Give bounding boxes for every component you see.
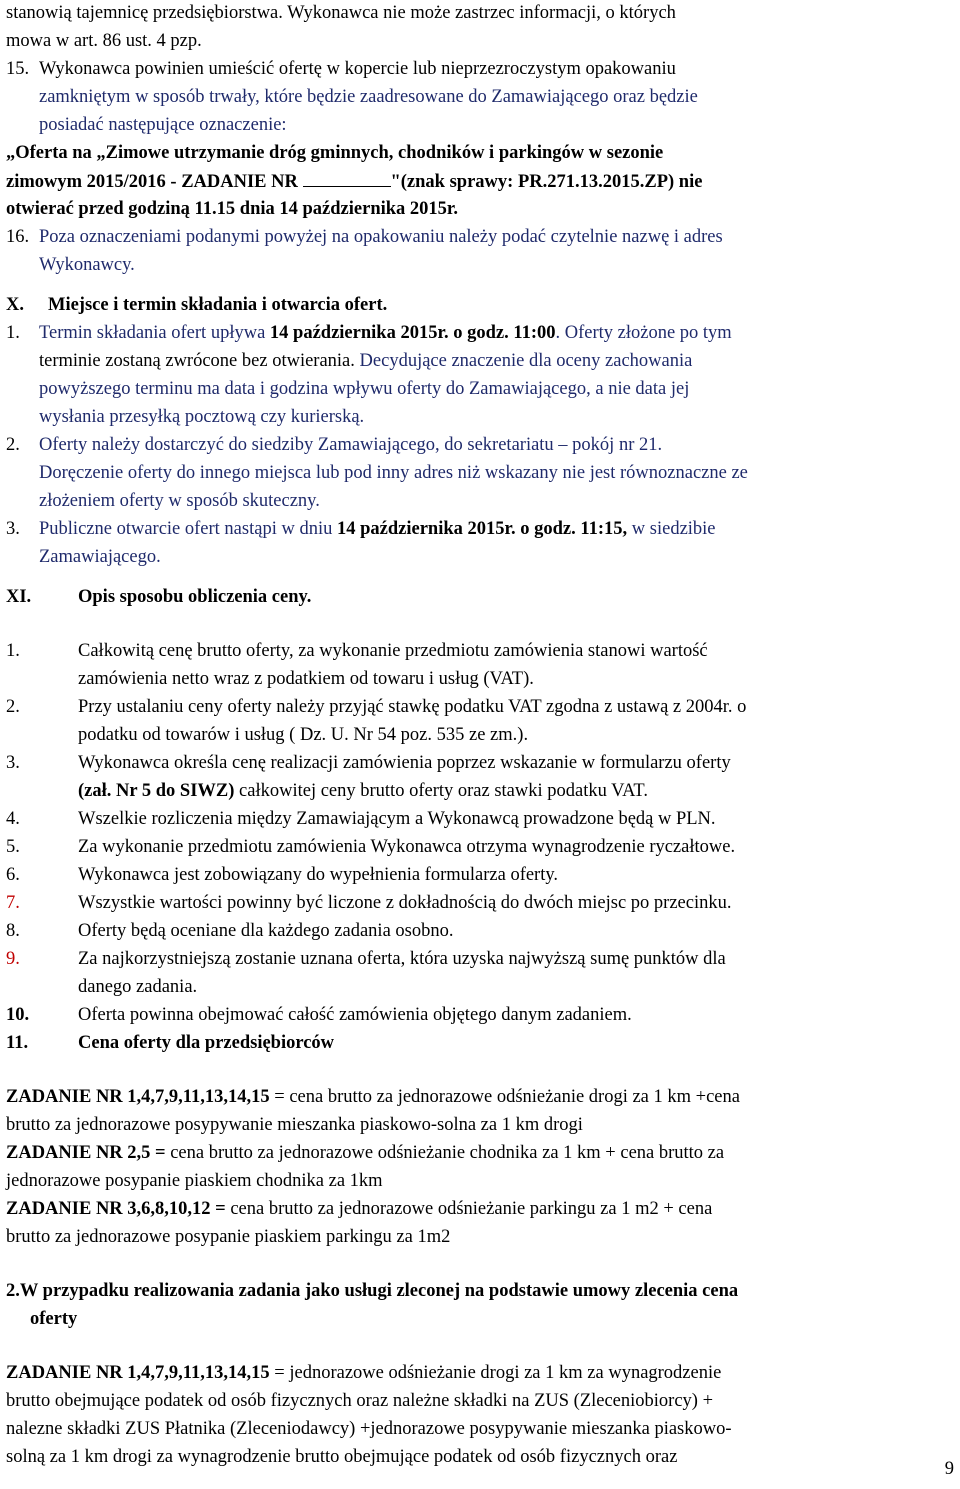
task-price-line: ZADANIE NR 3,6,8,10,12 = cena brutto za jednorazowe odśnieżanie parkingu za 1 m2 + cena	[6, 1199, 713, 1219]
text-line: wysłania przesyłką pocztową czy kurierską.	[39, 407, 365, 427]
text-line: posiadać następujące oznaczenie:	[39, 115, 287, 135]
text-line: Zamawiającego.	[39, 547, 161, 567]
text-line: zamówienia netto wraz z podatkiem od towaru i usług (VAT).	[78, 669, 534, 689]
blank-underline	[303, 168, 391, 187]
text-line: nalezne składki ZUS Płatnika (Zleceniodawcy) +jednorazowe posypywanie mieszanka piaskowo-	[6, 1419, 732, 1439]
text-line: podatku od towarów i usług ( Dz. U. Nr 54 poz. 535 ze zm.).	[78, 725, 529, 745]
text-line: powyższego terminu ma data i godzina wpływu oferty do Zamawiającego, a nie data jej	[39, 379, 690, 399]
page-number: 9	[944, 1458, 954, 1479]
text-line: zamkniętym w sposób trwały, które będzie zaadresowane do Zamawiającego oraz będzie	[39, 87, 698, 107]
text-line: Doręczenie oferty do innego miejsca lub pod inny adres niż wskazany nie jest równoznaczne ze	[39, 463, 748, 483]
text-line: stanowią tajemnicę przedsiębiorstwa. Wykonawca nie może zastrzec informacji, o których	[6, 3, 676, 23]
text-line: brutto obejmujące podatek od osób fizycznych oraz należne składki na ZUS (Zleceniobiorcy) +	[6, 1391, 714, 1411]
item-number: 15.	[6, 59, 30, 79]
text-line: Wykonawcy.	[39, 255, 135, 275]
task-price-line: ZADANIE NR 1,4,7,9,11,13,14,15 = jednorazowe odśnieżanie drogi za 1 km za wynagrodzenie	[6, 1363, 722, 1383]
offer-label-line: otwierać przed godziną 11.15 dnia 14 października 2015r.	[6, 199, 459, 219]
text-line: terminie zostaną zwrócone bez otwierania. Decydujące znaczenie dla oceny zachowania	[39, 351, 693, 371]
contract-heading: oferty	[30, 1309, 78, 1329]
offer-label-line: zimowym 2015/2016 - ZADANIE NR "(znak sprawy: PR.271.13.2015.ZP) nie	[6, 168, 960, 197]
text-line: solną za 1 km drogi za wynagrodzenie brutto obejmujące podatek od osób fizycznych oraz	[6, 1447, 678, 1467]
text-line: (zał. Nr 5 do SIWZ) całkowitej ceny brutto oferty oraz stawki podatku VAT.	[78, 781, 648, 801]
text-line: brutto za jednorazowe posypanie piaskiem parkingu za 1m2	[6, 1227, 451, 1247]
text-line: brutto za jednorazowe posypywanie mieszanka piaskowo-solna za 1 km drogi	[6, 1115, 583, 1135]
offer-label-line: „Oferta na „Zimowe utrzymanie dróg gminnych, chodników i parkingów w sezonie	[6, 143, 664, 163]
text-line: złożeniem oferty w sposób skuteczny.	[39, 491, 320, 511]
task-price-line: ZADANIE NR 2,5 = cena brutto za jednorazowe odśnieżanie chodnika za 1 km + cena brutto za	[6, 1143, 725, 1163]
text-line: jednorazowe posypanie piaskiem chodnika za 1km	[6, 1171, 383, 1191]
contract-heading: 2.W przypadku realizowania zadania jako usługi zleconej na podstawie umowy zlecenia cena	[6, 1281, 739, 1301]
text-line: mowa w art. 86 ust. 4 pzp.	[6, 31, 202, 51]
task-price-line: ZADANIE NR 1,4,7,9,11,13,14,15 = cena brutto za jednorazowe odśnieżanie drogi za 1 km +cena	[6, 1087, 740, 1107]
text-line: danego zadania.	[78, 977, 198, 997]
